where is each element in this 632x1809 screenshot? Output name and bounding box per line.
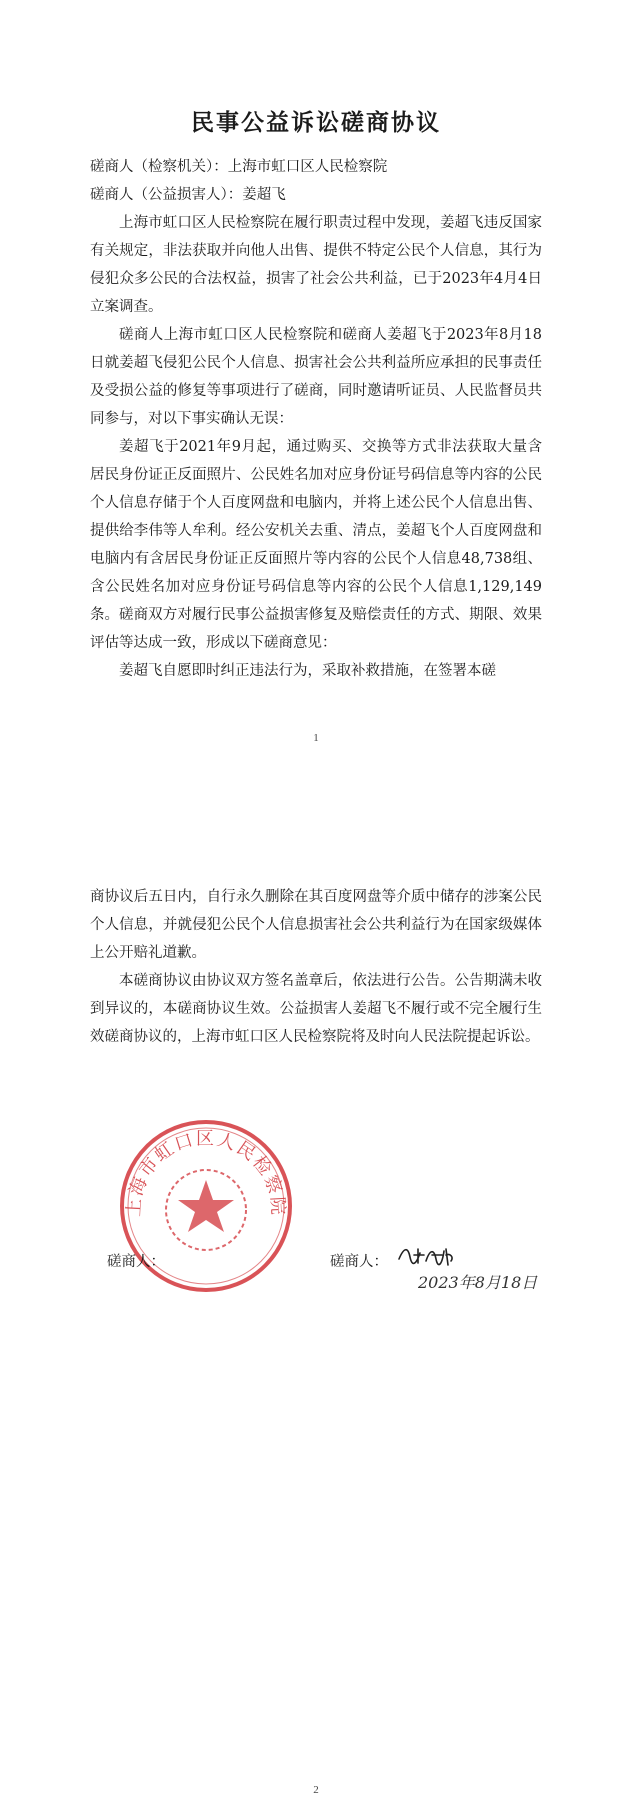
page-number-2: 2 (313, 1784, 319, 1796)
handwritten-signature-icon (396, 1243, 456, 1269)
sign-label-procuratorate: 磋商人： (107, 1254, 165, 1270)
handwritten-date: 2023年8月18日 (418, 1273, 538, 1292)
party-offender: 磋商人（公益损害人）：姜超飞 (90, 187, 286, 203)
document-title: 民事公益诉讼磋商协议 (191, 109, 441, 136)
page-number-1: 1 (313, 732, 319, 744)
paragraph-discovery: 上海市虹口区人民检察院在履行职责过程中发现，姜超飞违反国家有关规定，非法获取并向他人出售、提供不特定公民个人信息，其行为侵犯众多公民的合法权益，损害了社会公共利益，已于2023年4月4日立案调查。 (90, 215, 542, 315)
paragraph-announcement: 本磋商协议由协议双方签名盖章后，依法进行公告。公告期满未收到异议的，本磋商协议生效。公益损害人姜超飞不履行或不完全履行生效磋商协议的，上海市虹口区人民检察院将及时向人民法院提起诉讼。 (90, 973, 542, 1045)
paragraph-consultation: 磋商人上海市虹口区人民检察院和磋商人姜超飞于2023年8月18日就姜超飞侵犯公民个人信息、损害社会公共利益所应承担的民事责任及受损公益的修复等事项进行了磋商，同时邀请听证员、人民监督员共同参与，对以下事实确认无误： (90, 327, 542, 427)
paragraph-facts: 姜超飞于2021年9月起，通过购买、交换等方式非法获取大量含居民身份证正反面照片、公民姓名加对应身份证号码信息等内容的公民个人信息存储于个人百度网盘和电脑内，并将上述公民个人信息出售、提供给李伟等人牟利。经公安机关去重、清点，姜超飞个人百度网盘和电脑内有含居民身份证正反面照片等内容的公民个人信息48,738组、含公民姓名加对应身份证号码信息等内容的公民个人信息1,129,149条。 (90, 439, 542, 623)
paragraph-remedy-start: 姜超飞自愿即时纠正违法行为，采取补救措施，在签署本磋 (119, 663, 496, 679)
party-procuratorate: 磋商人（检察机关）：上海市虹口区人民检察院 (90, 159, 388, 175)
paragraph-agreement: 磋商双方对履行民事公益损害修复及赔偿责任的方式、期限、效果评估等达成一致，形成以下磋商意见： (90, 607, 542, 651)
sign-label-offender: 磋商人： (330, 1254, 388, 1270)
seal-text: 上海市虹口区人民检察院 (123, 1128, 289, 1218)
paragraph-remedy-continued: 商协议后五日内，自行永久删除在其百度网盘等介质中储存的涉案公民个人信息，并就侵犯公民个人信息损害社会公共利益行为在国家级媒体上公开赔礼道歉。 (90, 889, 542, 961)
